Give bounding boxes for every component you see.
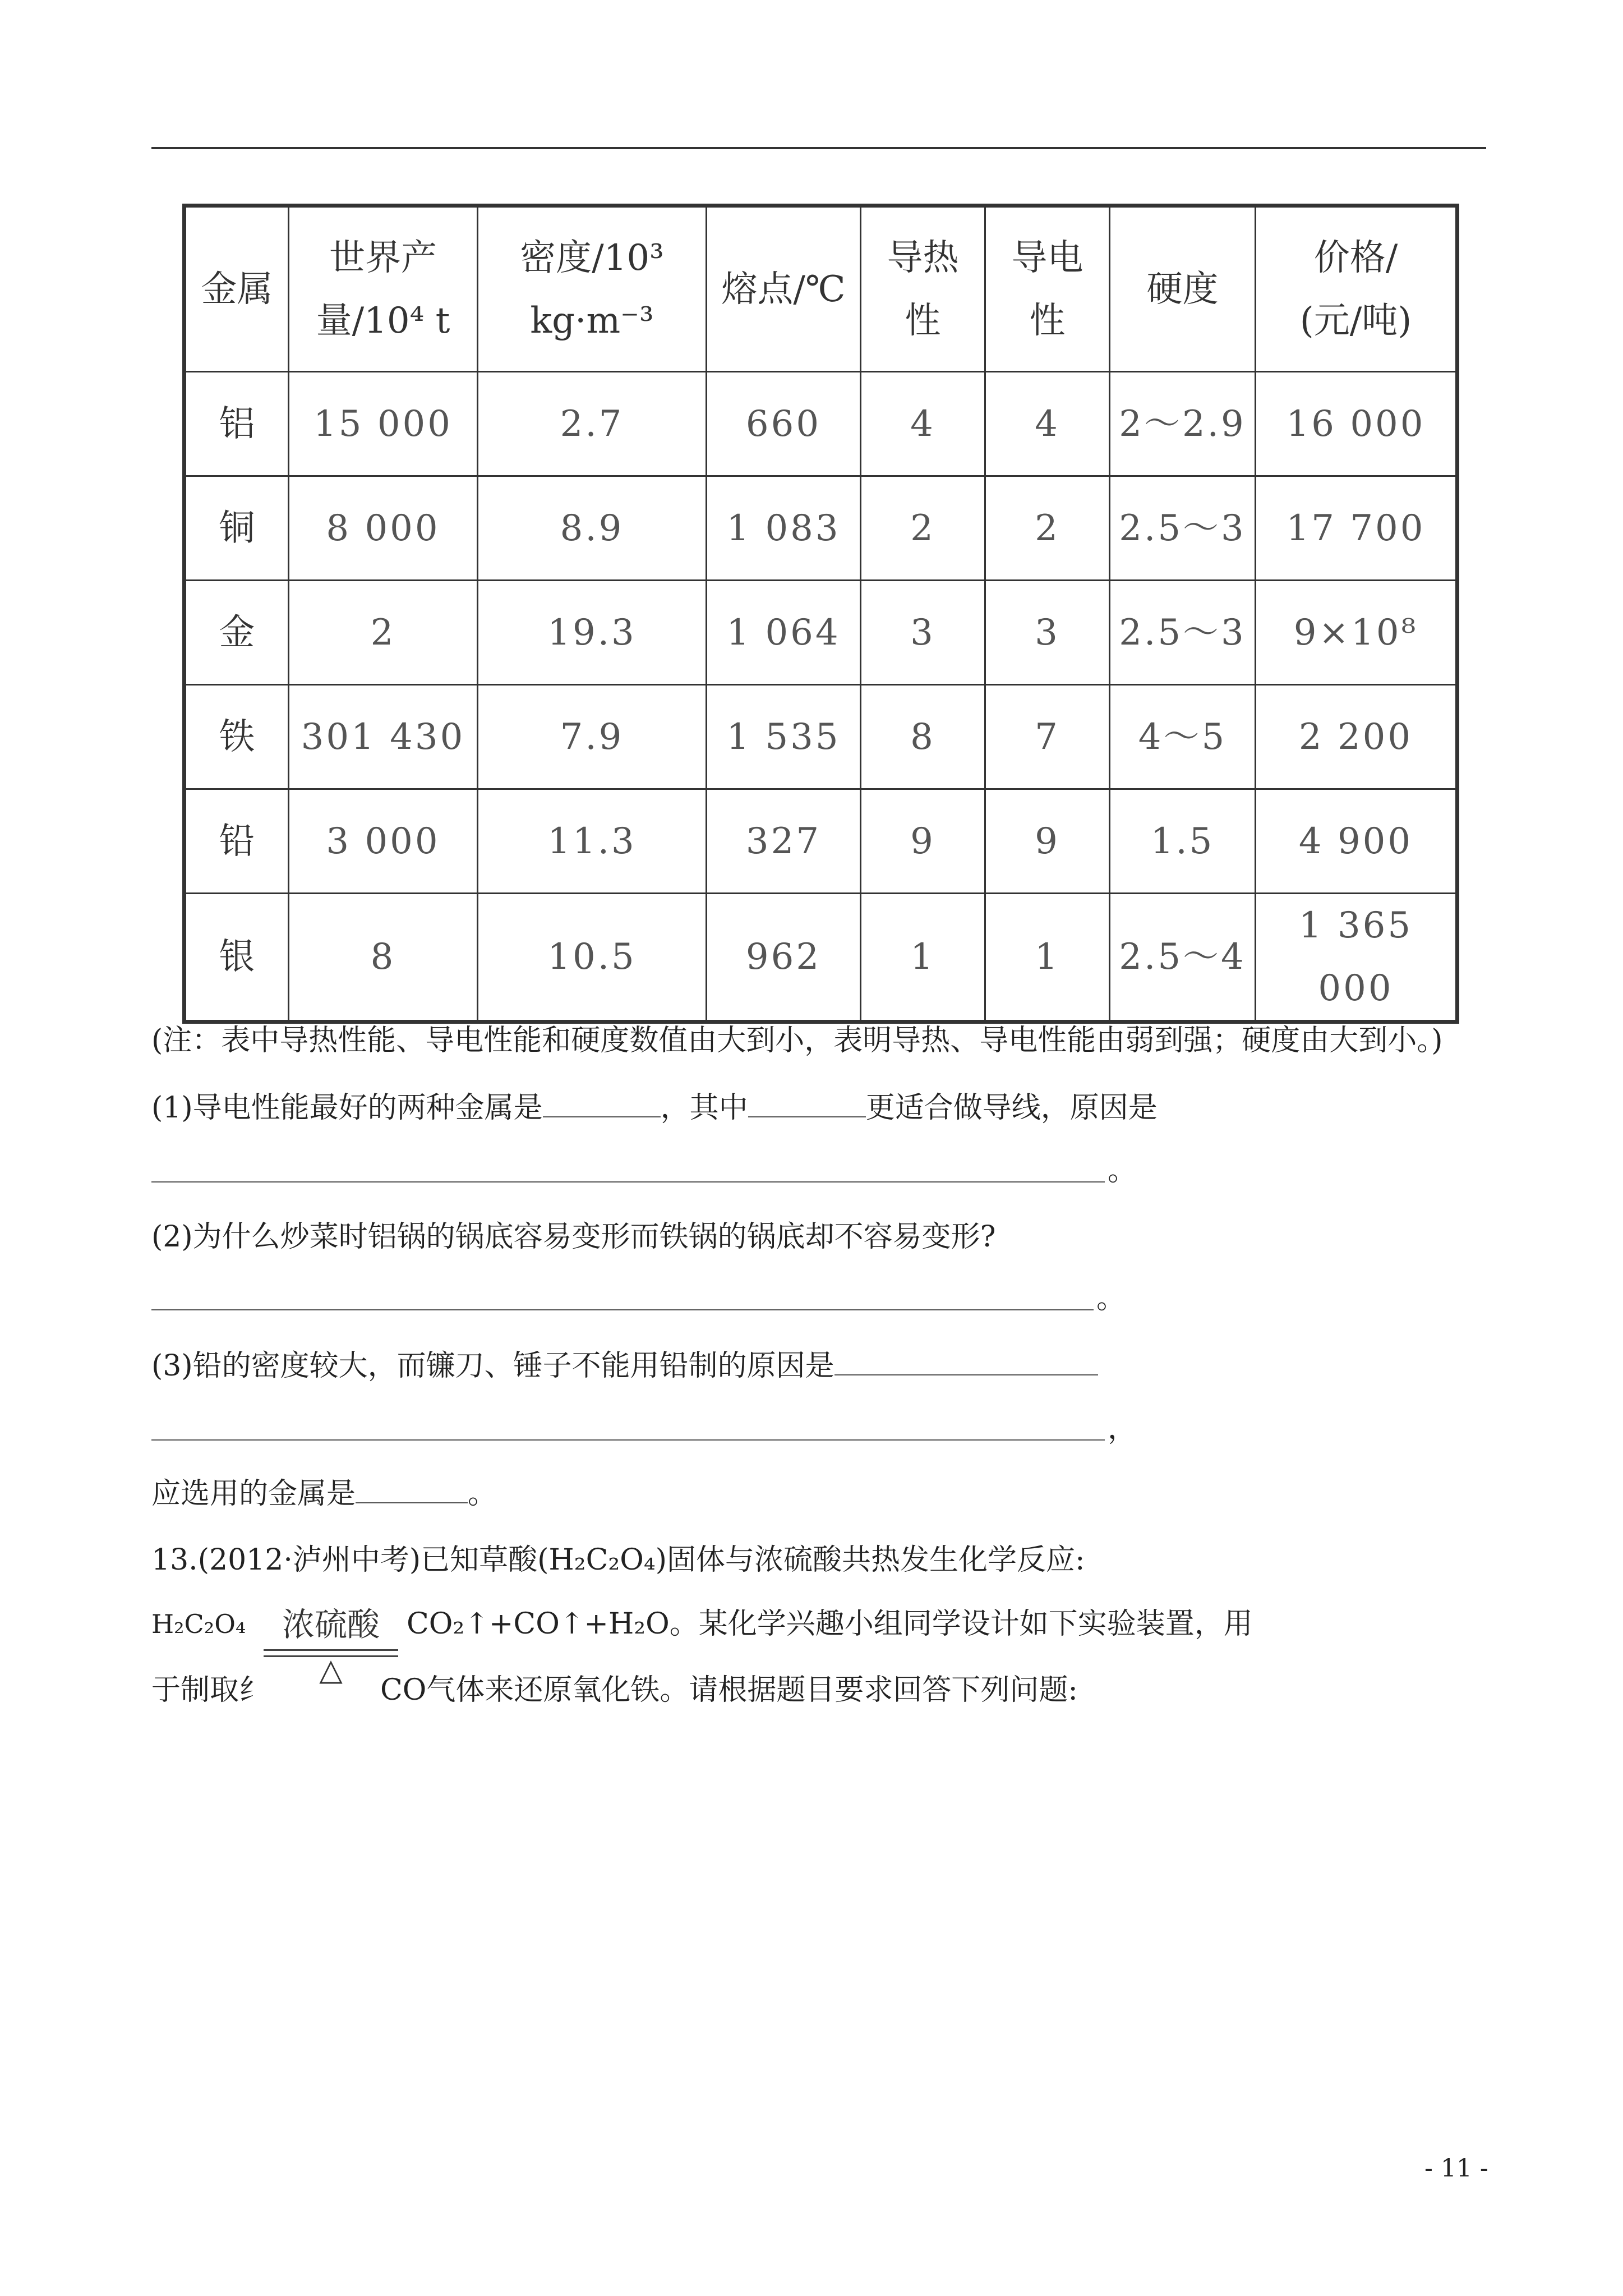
cell-density: 7.9 [478, 685, 707, 789]
q3-period: 。 [468, 1477, 497, 1511]
formula-products: CO₂↑+CO↑+H₂O。某化学兴趣小组同学设计如下实验装置，用 [407, 1607, 1253, 1641]
cell-price: 2 200 [1256, 685, 1458, 789]
cell-melting: 660 [707, 372, 861, 476]
cell-melting: 327 [707, 789, 861, 894]
cell-metal: 金 [185, 581, 289, 685]
table-row [185, 372, 1458, 476]
cell-output: 3 000 [289, 789, 478, 894]
q1-text-b: ，其中 [660, 1091, 748, 1125]
cell-melting: 1 083 [707, 476, 861, 581]
table-row [185, 476, 1458, 581]
q1-text-c: 更适合做导线，原因是 [865, 1091, 1158, 1125]
header-rule [151, 147, 1486, 149]
q13-line3 [151, 1671, 1078, 1710]
cell-hardness: 2～2.9 [1110, 372, 1256, 476]
table-note: (注：表中导热性能、导电性能和硬度数值由大到小，表明导热、导电性能由弱到强；硬度由大到小。) [151, 1024, 1443, 1057]
cell-price: 17 700 [1256, 476, 1458, 581]
header-metal: 金属 [185, 206, 289, 372]
q1-blank-metals[interactable] [543, 1092, 661, 1117]
table-row [185, 894, 1458, 1022]
q1-answer-line[interactable] [151, 1181, 1105, 1182]
cell-metal: 铝 [185, 372, 289, 476]
cell-output: 301 430 [289, 685, 478, 789]
cell-thermal: 8 [861, 685, 985, 789]
cell-density: 2.7 [478, 372, 707, 476]
q13-line3-b: CO气体来还原氧化铁。请根据题目要求回答下列问题: [380, 1673, 1078, 1707]
equation-double-line-top [264, 1649, 398, 1651]
cell-thermal: 3 [861, 581, 985, 685]
formula-reactant: H₂C₂O₄ [151, 1609, 246, 1639]
heat-triangle-icon: △ [319, 1652, 343, 1687]
cell-hardness: 2.5～3 [1110, 476, 1256, 581]
cell-electric: 1 [985, 894, 1110, 1022]
cell-density: 10.5 [478, 894, 707, 1022]
question-3 [151, 1346, 1098, 1386]
header-density: 密度/10³ kg·m⁻³ [478, 206, 707, 372]
cell-output: 8 000 [289, 476, 478, 581]
q3-comma: ， [1108, 1412, 1137, 1446]
header-output: 世界产 量/10⁴ t [289, 206, 478, 372]
cell-electric: 9 [985, 789, 1110, 894]
q3-metal-choice [151, 1474, 497, 1513]
cell-hardness: 4～5 [1110, 685, 1256, 789]
q1-blank-wire-metal[interactable] [748, 1092, 866, 1117]
cell-price: 16 000 [1256, 372, 1458, 476]
cell-hardness: 2.5～3 [1110, 581, 1256, 685]
q3-blank-reason[interactable] [834, 1350, 1098, 1375]
cell-electric: 3 [985, 581, 1110, 685]
cell-melting: 962 [707, 894, 861, 1022]
header-melting: 熔点/℃ [707, 206, 861, 372]
question-2: (2)为什么炒菜时铝锅的锅底容易变形而铁锅的锅底却不容易变形? [151, 1220, 996, 1254]
table-row [185, 789, 1458, 894]
cell-metal: 铅 [185, 789, 289, 894]
table-header-row [185, 206, 1458, 372]
question-13: 13.(2012·泸州中考)已知草酸(H₂C₂O₄)固体与浓硫酸共热发生化学反应: [151, 1543, 1085, 1577]
cell-density: 11.3 [478, 789, 707, 894]
metal-properties-table [182, 204, 1459, 1024]
cell-price: 9×10⁸ [1256, 581, 1458, 685]
cell-price: 1 365 000 [1256, 894, 1458, 1022]
cell-density: 8.9 [478, 476, 707, 581]
cell-melting: 1 535 [707, 685, 861, 789]
cell-output: 15 000 [289, 372, 478, 476]
q2-answer-line[interactable] [151, 1309, 1094, 1310]
q3-text: (3)铅的密度较大，而镰刀、锤子不能用铅制的原因是 [151, 1349, 834, 1383]
cell-metal: 银 [185, 894, 289, 1022]
cell-electric: 2 [985, 476, 1110, 581]
q1-text-a: (1)导电性能最好的两种金属是 [151, 1091, 543, 1125]
header-thermal: 导热 性 [861, 206, 985, 372]
q1-period: 。 [1108, 1154, 1137, 1188]
cell-thermal: 1 [861, 894, 985, 1022]
header-price: 价格/ (元/吨) [1256, 206, 1458, 372]
cell-hardness: 1.5 [1110, 789, 1256, 894]
cell-electric: 4 [985, 372, 1110, 476]
cell-output: 2 [289, 581, 478, 685]
table-row [185, 581, 1458, 685]
cell-price: 4 900 [1256, 789, 1458, 894]
q3-text-c: 应选用的金属是 [151, 1477, 356, 1511]
cell-electric: 7 [985, 685, 1110, 789]
q2-period: 。 [1096, 1282, 1126, 1315]
cell-metal: 铜 [185, 476, 289, 581]
cell-thermal: 9 [861, 789, 985, 894]
reagent-label: 浓硫酸 [282, 1605, 380, 1644]
cell-hardness: 2.5～4 [1110, 894, 1256, 1022]
cell-thermal: 2 [861, 476, 985, 581]
cell-thermal: 4 [861, 372, 985, 476]
q3-blank-metal[interactable] [356, 1478, 468, 1503]
cell-metal: 铁 [185, 685, 289, 789]
cell-output: 8 [289, 894, 478, 1022]
table-row [185, 685, 1458, 789]
q3-answer-line[interactable] [151, 1439, 1105, 1441]
cell-density: 19.3 [478, 581, 707, 685]
page-number: - 11 - [1424, 2154, 1488, 2183]
header-electric: 导电 性 [985, 206, 1110, 372]
question-1 [151, 1088, 1158, 1128]
cell-melting: 1 064 [707, 581, 861, 685]
q13-line3-a: 于制取纟 [151, 1673, 269, 1707]
header-hardness: 硬度 [1110, 206, 1256, 372]
